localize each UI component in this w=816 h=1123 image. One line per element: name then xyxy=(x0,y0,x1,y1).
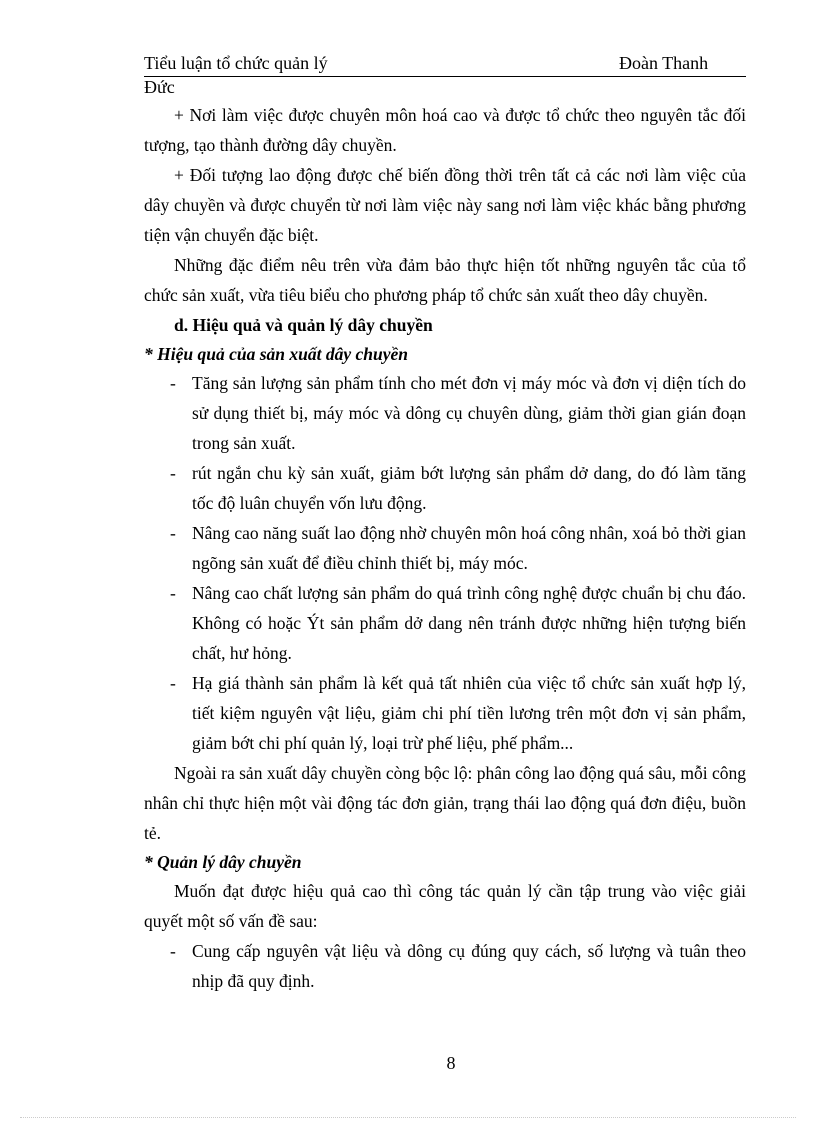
page-edge-divider xyxy=(20,1117,796,1118)
list-item-text: Cung cấp nguyên vật liệu và dông cụ đúng quy cách, số lượng và tuân theo nhịp đã quy định. xyxy=(192,941,746,991)
document-body xyxy=(144,100,746,996)
list-item xyxy=(144,368,746,458)
list-item-text: Nâng cao năng suất lao động nhờ chuyên môn hoá công nhân, xoá bỏ thời gian ngõng sản xuất để điều chỉnh thiết bị, máy móc. xyxy=(192,523,746,573)
paragraph: Những đặc điểm nêu trên vừa đảm bảo thực hiện tốt những nguyên tắc của tổ chức sản xuất, vừa tiêu biểu cho phương pháp tổ chức sản xuất theo dây chuyền. xyxy=(144,255,746,305)
list-item xyxy=(144,936,746,996)
list-item xyxy=(144,458,746,518)
paragraph: + Đối tượng lao động được chế biến đồng thời trên tất cả các nơi làm việc của dây chuyền và được chuyển từ nơi làm việc này sang nơi làm việc khác bằng phương tiện vận chuyển đặc biệt. xyxy=(144,165,746,245)
page-number: 8 xyxy=(446,1053,456,1073)
bullet-dash: - xyxy=(170,941,176,961)
paragraph: Ngoài ra sản xuất dây chuyền còng bộc lộ: phân công lao động quá sâu, mỗi công nhân chỉ thực hiện một vài động tác đơn giản, trạng thái lao động quá đơn điệu, buồn tẻ. xyxy=(144,763,747,843)
bullet-dash: - xyxy=(170,373,176,393)
bullet-dash: - xyxy=(170,673,176,693)
bullet-dash: - xyxy=(170,463,176,483)
subsection-heading: * Quản lý dây chuyền xyxy=(144,852,302,872)
paragraph: + Nơi làm việc được chuyên môn hoá cao và được tổ chức theo nguyên tắc đối tượng, tạo thành đường dây chuyền. xyxy=(144,105,746,155)
page-header xyxy=(144,52,746,77)
list-item-text: Tăng sản lượng sản phẩm tính cho mét đơn vị máy móc và đơn vị diện tích do sử dụng thiết bị, máy móc và dông cụ chuyên dùng, giảm thời gian gián đoạn trong sản xuất. xyxy=(192,373,746,453)
list-item-text: Hạ giá thành sản phẩm là kết quả tất nhiên của việc tổ chức sản xuất hợp lý, tiết kiệm nguyên vật liệu, giảm chi phí tiền lương trên một đơn vị sản phẩm, giảm bớt chi phí quản lý, loại trừ phế liệu, phế phẩm... xyxy=(192,673,746,753)
bullet-dash: - xyxy=(170,583,176,603)
paragraph: Muốn đạt được hiệu quả cao thì công tác quản lý cần tập trung vào việc giải quyết một số vấn đề sau: xyxy=(144,881,746,931)
list-item-text: rút ngắn chu kỳ sản xuất, giảm bớt lượng sản phẩm dở dang, do đó làm tăng tốc độ luân chuyển vốn lưu động. xyxy=(192,463,746,513)
header-author-continued: Đức xyxy=(144,77,175,97)
bullet-dash: - xyxy=(170,523,176,543)
list-item xyxy=(144,518,746,578)
section-heading: d. Hiệu quả và quản lý dây chuyền xyxy=(174,315,433,335)
list-item-text: Nâng cao chất lượng sản phẩm do quá trình công nghệ được chuẩn bị chu đáo. Không có hoặc Ýt sản phẩm dở dang nên tránh được những hiện tượng biến chất, hư hỏng. xyxy=(192,583,746,663)
header-author: Đoàn Thanh xyxy=(619,53,709,73)
list-item xyxy=(144,668,746,758)
header-title: Tiểu luận tổ chức quản lý xyxy=(144,53,328,73)
subsection-heading: * Hiệu quả của sản xuất dây chuyền xyxy=(144,344,408,364)
list-item xyxy=(144,578,746,668)
